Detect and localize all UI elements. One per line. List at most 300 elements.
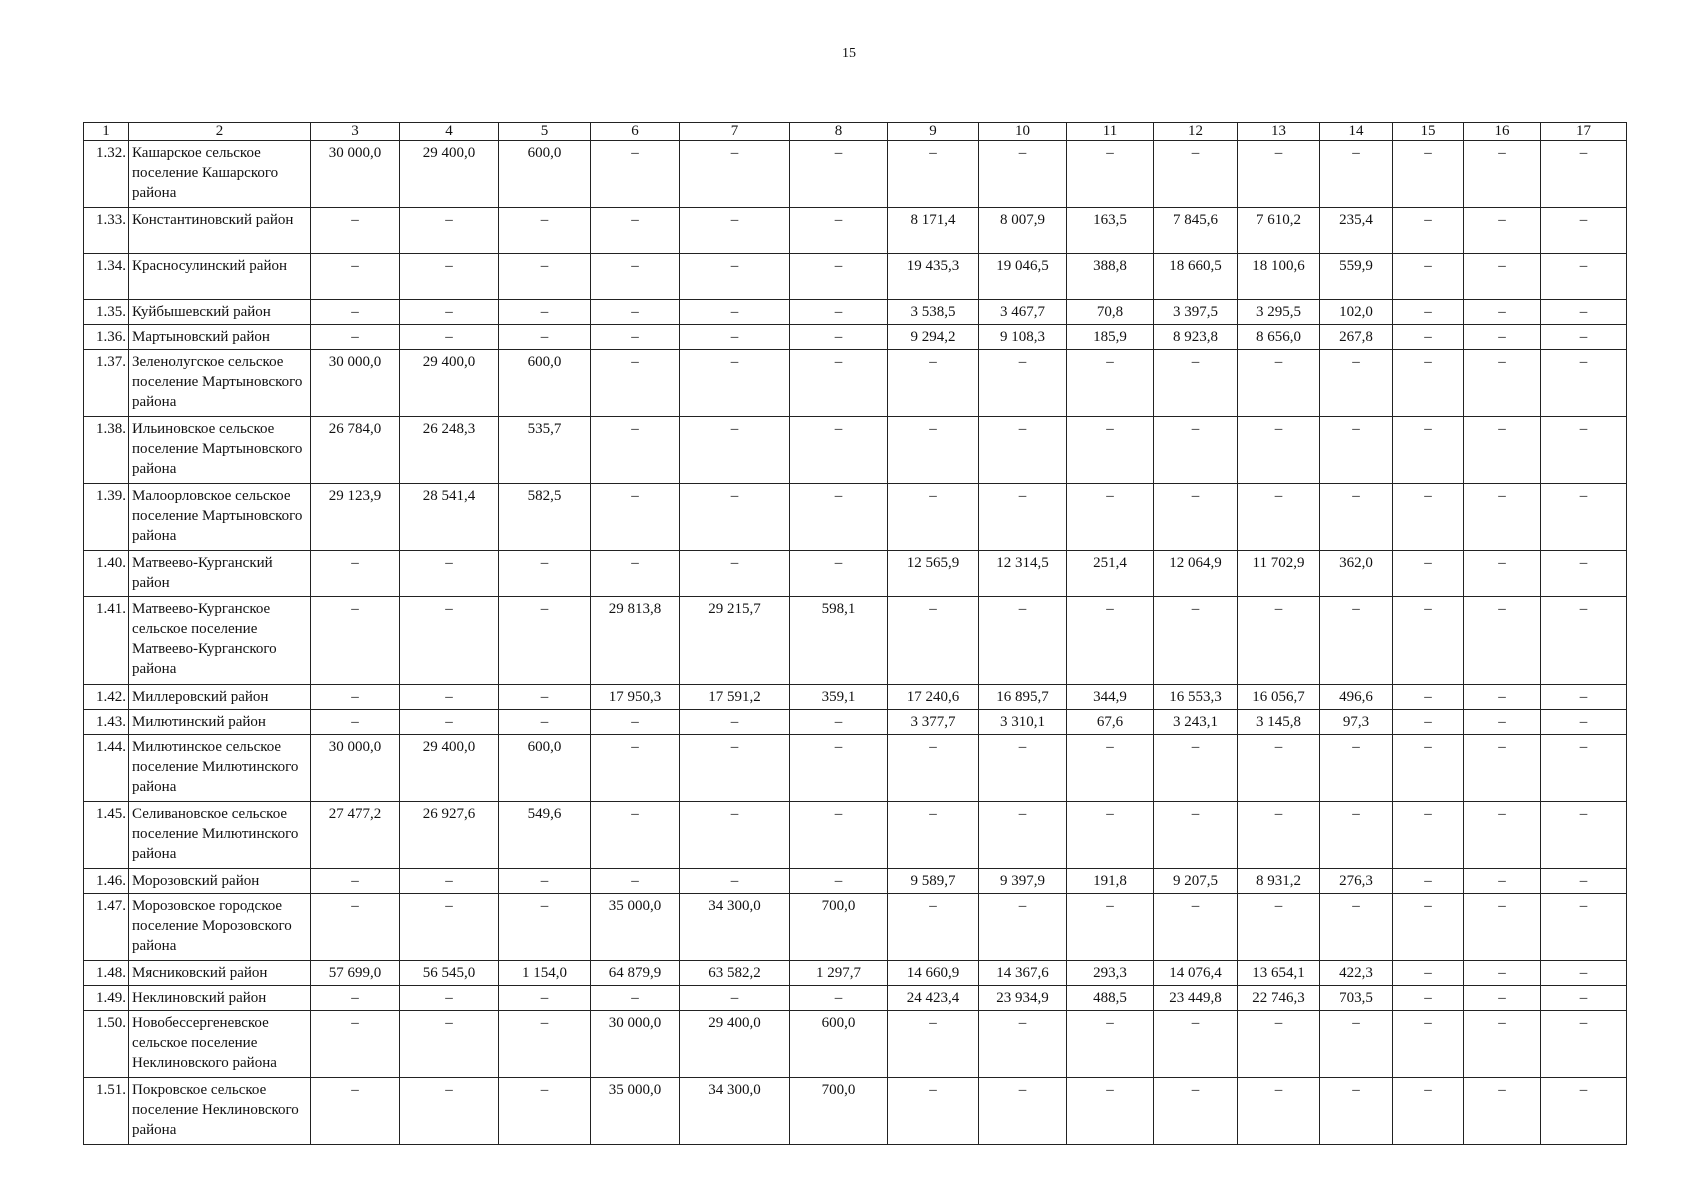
row-number: 1.33.: [84, 208, 129, 254]
table-cell: 29 215,7: [680, 597, 790, 685]
table-cell: 8 931,2: [1238, 869, 1320, 894]
table-cell: –: [400, 710, 499, 735]
row-name: Красносулинский район: [129, 254, 311, 300]
table-row: [84, 417, 1627, 484]
table-cell: 700,0: [790, 1078, 888, 1145]
table-cell: –: [680, 710, 790, 735]
table-cell: –: [1541, 1011, 1627, 1078]
table-cell: 19 435,3: [888, 254, 979, 300]
table-cell: 16 056,7: [1238, 685, 1320, 710]
table-cell: –: [1464, 894, 1541, 961]
table-cell: –: [1541, 417, 1627, 484]
row-number: 1.32.: [84, 141, 129, 208]
table-cell: –: [1393, 685, 1464, 710]
row-name: Милютинский район: [129, 710, 311, 735]
table-cell: –: [1238, 802, 1320, 869]
table-cell: –: [311, 1078, 400, 1145]
table-cell: 251,4: [1067, 551, 1154, 597]
table-cell: –: [1541, 208, 1627, 254]
column-header: 9: [888, 123, 979, 141]
table-cell: –: [311, 300, 400, 325]
table-cell: 293,3: [1067, 961, 1154, 986]
table-cell: –: [1320, 141, 1393, 208]
row-name: Новобессергеневское сельское поселение Неклиновского района: [129, 1011, 311, 1078]
table-cell: 9 397,9: [979, 869, 1067, 894]
table-cell: –: [311, 325, 400, 350]
table-row: [84, 141, 1627, 208]
table-cell: 18 660,5: [1154, 254, 1238, 300]
table-cell: –: [1238, 894, 1320, 961]
table-cell: –: [1067, 894, 1154, 961]
table-cell: 422,3: [1320, 961, 1393, 986]
row-name: Кашарское сельское поселение Кашарского района: [129, 141, 311, 208]
table-cell: –: [400, 986, 499, 1011]
table-cell: –: [1067, 1011, 1154, 1078]
table-cell: 600,0: [499, 141, 591, 208]
table-cell: 496,6: [1320, 685, 1393, 710]
table-cell: 30 000,0: [311, 350, 400, 417]
table-cell: –: [499, 325, 591, 350]
table-cell: 185,9: [1067, 325, 1154, 350]
table-cell: –: [979, 1011, 1067, 1078]
table-row: [84, 597, 1627, 685]
table-cell: –: [790, 484, 888, 551]
column-header: 12: [1154, 123, 1238, 141]
table-row: [84, 300, 1627, 325]
table-cell: –: [979, 597, 1067, 685]
table-cell: 8 656,0: [1238, 325, 1320, 350]
table-cell: 600,0: [499, 350, 591, 417]
table-cell: 600,0: [499, 735, 591, 802]
table-cell: –: [1464, 1011, 1541, 1078]
table-cell: –: [1541, 350, 1627, 417]
table-cell: –: [1393, 1011, 1464, 1078]
row-name: Мартыновский район: [129, 325, 311, 350]
table-cell: –: [1464, 254, 1541, 300]
table-row: [84, 254, 1627, 300]
table-cell: –: [499, 869, 591, 894]
table-cell: 163,5: [1067, 208, 1154, 254]
table-cell: 29 400,0: [400, 350, 499, 417]
row-name: Малоорловское сельское поселение Мартыновского района: [129, 484, 311, 551]
table-cell: –: [1393, 208, 1464, 254]
table-cell: –: [888, 141, 979, 208]
column-header: 8: [790, 123, 888, 141]
table-cell: –: [888, 1011, 979, 1078]
table-cell: –: [591, 141, 680, 208]
row-name: Селивановское сельское поселение Милютинского района: [129, 802, 311, 869]
table-cell: 97,3: [1320, 710, 1393, 735]
column-header: 6: [591, 123, 680, 141]
table-cell: –: [979, 802, 1067, 869]
table-cell: –: [1154, 1078, 1238, 1145]
table-cell: –: [1393, 141, 1464, 208]
table-cell: –: [1393, 710, 1464, 735]
table-cell: –: [1541, 869, 1627, 894]
table-cell: 8 923,8: [1154, 325, 1238, 350]
table-cell: –: [1320, 1011, 1393, 1078]
table-cell: –: [1067, 597, 1154, 685]
row-number: 1.47.: [84, 894, 129, 961]
table-cell: –: [591, 417, 680, 484]
table-cell: –: [1238, 141, 1320, 208]
table-cell: –: [1238, 484, 1320, 551]
row-name: Ильиновское сельское поселение Мартыновского района: [129, 417, 311, 484]
table-cell: 24 423,4: [888, 986, 979, 1011]
table-cell: –: [1393, 325, 1464, 350]
table-cell: –: [1541, 710, 1627, 735]
row-name: Мясниковский район: [129, 961, 311, 986]
row-number: 1.48.: [84, 961, 129, 986]
table-cell: –: [1541, 986, 1627, 1011]
table-cell: –: [1238, 417, 1320, 484]
table-row: [84, 208, 1627, 254]
table-cell: –: [311, 710, 400, 735]
table-cell: –: [591, 986, 680, 1011]
table-cell: –: [591, 710, 680, 735]
table-cell: 56 545,0: [400, 961, 499, 986]
table-cell: –: [1464, 597, 1541, 685]
table-cell: 3 377,7: [888, 710, 979, 735]
table-row: [84, 484, 1627, 551]
table-cell: 9 589,7: [888, 869, 979, 894]
table-cell: –: [1464, 1078, 1541, 1145]
table-cell: 57 699,0: [311, 961, 400, 986]
table-cell: 26 784,0: [311, 417, 400, 484]
table-cell: –: [680, 735, 790, 802]
table-row: [84, 894, 1627, 961]
table-cell: –: [888, 1078, 979, 1145]
table-cell: –: [1393, 894, 1464, 961]
table-cell: –: [1541, 551, 1627, 597]
table-cell: 12 064,9: [1154, 551, 1238, 597]
table-cell: 700,0: [790, 894, 888, 961]
table-cell: 29 123,9: [311, 484, 400, 551]
table-cell: 549,6: [499, 802, 591, 869]
table-cell: 388,8: [1067, 254, 1154, 300]
table-cell: –: [1393, 350, 1464, 417]
row-number: 1.46.: [84, 869, 129, 894]
table-cell: 191,8: [1067, 869, 1154, 894]
table-cell: 19 046,5: [979, 254, 1067, 300]
column-header: 14: [1320, 123, 1393, 141]
row-number: 1.49.: [84, 986, 129, 1011]
table-cell: –: [1393, 300, 1464, 325]
row-name: Зеленолугское сельское поселение Мартыновского района: [129, 350, 311, 417]
table-row: [84, 735, 1627, 802]
table-cell: 34 300,0: [680, 1078, 790, 1145]
table-cell: –: [1238, 1011, 1320, 1078]
table-cell: –: [979, 894, 1067, 961]
table-cell: –: [1154, 1011, 1238, 1078]
table-cell: –: [400, 325, 499, 350]
table-cell: 16 553,3: [1154, 685, 1238, 710]
table-cell: –: [1464, 551, 1541, 597]
table-cell: 70,8: [1067, 300, 1154, 325]
row-number: 1.43.: [84, 710, 129, 735]
table-cell: –: [1393, 961, 1464, 986]
table-cell: –: [499, 1011, 591, 1078]
table-cell: –: [1154, 141, 1238, 208]
row-number: 1.39.: [84, 484, 129, 551]
table-cell: 582,5: [499, 484, 591, 551]
row-name: Куйбышевский район: [129, 300, 311, 325]
table-cell: –: [1393, 484, 1464, 551]
table-cell: –: [1154, 597, 1238, 685]
column-header: 15: [1393, 123, 1464, 141]
table-cell: –: [680, 325, 790, 350]
table-cell: –: [979, 484, 1067, 551]
table-cell: –: [680, 254, 790, 300]
table-cell: –: [979, 350, 1067, 417]
table-cell: –: [1320, 894, 1393, 961]
table-cell: 29 400,0: [400, 141, 499, 208]
column-header: 16: [1464, 123, 1541, 141]
row-number: 1.35.: [84, 300, 129, 325]
table-cell: –: [591, 551, 680, 597]
table-cell: –: [591, 325, 680, 350]
table-cell: –: [591, 802, 680, 869]
table-cell: 344,9: [1067, 685, 1154, 710]
row-number: 1.40.: [84, 551, 129, 597]
table-cell: –: [400, 208, 499, 254]
table-cell: –: [1067, 735, 1154, 802]
row-name: Миллеровский район: [129, 685, 311, 710]
table-row: [84, 961, 1627, 986]
table-cell: 559,9: [1320, 254, 1393, 300]
table-cell: –: [1238, 1078, 1320, 1145]
table-cell: –: [311, 869, 400, 894]
table-cell: –: [1464, 735, 1541, 802]
row-name: Матвеево-Курганский район: [129, 551, 311, 597]
table-cell: 8 171,4: [888, 208, 979, 254]
table-cell: –: [1238, 350, 1320, 417]
table-cell: 276,3: [1320, 869, 1393, 894]
table-cell: –: [1464, 685, 1541, 710]
table-cell: 22 746,3: [1238, 986, 1320, 1011]
table-cell: –: [311, 551, 400, 597]
table-cell: 18 100,6: [1238, 254, 1320, 300]
table-cell: –: [400, 300, 499, 325]
table-cell: –: [888, 735, 979, 802]
table-cell: –: [1238, 597, 1320, 685]
table-cell: –: [591, 300, 680, 325]
table-cell: –: [1393, 1078, 1464, 1145]
table-cell: –: [400, 254, 499, 300]
table-cell: 30 000,0: [591, 1011, 680, 1078]
table-cell: –: [1238, 735, 1320, 802]
table-cell: 3 295,5: [1238, 300, 1320, 325]
table-cell: –: [400, 551, 499, 597]
table-cell: –: [680, 484, 790, 551]
page-number: 15: [842, 46, 856, 61]
table-cell: –: [400, 597, 499, 685]
row-number: 1.50.: [84, 1011, 129, 1078]
row-number: 1.42.: [84, 685, 129, 710]
table-cell: –: [400, 894, 499, 961]
row-number: 1.41.: [84, 597, 129, 685]
table-cell: 29 400,0: [680, 1011, 790, 1078]
table-cell: –: [1541, 961, 1627, 986]
table-cell: 34 300,0: [680, 894, 790, 961]
table-cell: –: [1393, 597, 1464, 685]
table-cell: 362,0: [1320, 551, 1393, 597]
table-cell: 9 294,2: [888, 325, 979, 350]
table-cell: 27 477,2: [311, 802, 400, 869]
table-cell: –: [1393, 986, 1464, 1011]
table-row: [84, 1078, 1627, 1145]
table-cell: 23 934,9: [979, 986, 1067, 1011]
column-header: 7: [680, 123, 790, 141]
table-cell: 26 248,3: [400, 417, 499, 484]
table-cell: –: [1067, 417, 1154, 484]
table-cell: 13 654,1: [1238, 961, 1320, 986]
table-cell: –: [790, 325, 888, 350]
row-number: 1.38.: [84, 417, 129, 484]
table-cell: –: [499, 254, 591, 300]
table-cell: –: [1541, 1078, 1627, 1145]
table-cell: –: [680, 300, 790, 325]
row-name: Морозовский район: [129, 869, 311, 894]
table-cell: –: [311, 208, 400, 254]
table-cell: 598,1: [790, 597, 888, 685]
table-cell: 29 400,0: [400, 735, 499, 802]
table-cell: –: [311, 597, 400, 685]
table-cell: 64 879,9: [591, 961, 680, 986]
table-cell: –: [1067, 802, 1154, 869]
table-cell: –: [499, 710, 591, 735]
table-cell: –: [1393, 802, 1464, 869]
column-header: 3: [311, 123, 400, 141]
table-cell: –: [888, 484, 979, 551]
table-cell: 14 660,9: [888, 961, 979, 986]
table-cell: –: [1464, 325, 1541, 350]
table-cell: 235,4: [1320, 208, 1393, 254]
table-cell: –: [1154, 735, 1238, 802]
table-cell: –: [311, 986, 400, 1011]
table-cell: –: [790, 735, 888, 802]
table-cell: –: [979, 417, 1067, 484]
column-header: 4: [400, 123, 499, 141]
table-cell: –: [680, 802, 790, 869]
table-cell: –: [1067, 1078, 1154, 1145]
table-cell: –: [1067, 141, 1154, 208]
table-cell: 267,8: [1320, 325, 1393, 350]
table-cell: 35 000,0: [591, 1078, 680, 1145]
table-cell: –: [400, 1011, 499, 1078]
table-cell: –: [1393, 254, 1464, 300]
row-number: 1.51.: [84, 1078, 129, 1145]
table-cell: 9 108,3: [979, 325, 1067, 350]
table-cell: 17 950,3: [591, 685, 680, 710]
table-cell: –: [790, 350, 888, 417]
table-cell: –: [591, 208, 680, 254]
table-cell: –: [1541, 685, 1627, 710]
table-cell: –: [680, 869, 790, 894]
table-row: [84, 1011, 1627, 1078]
table-cell: –: [790, 300, 888, 325]
row-number: 1.36.: [84, 325, 129, 350]
column-header: 1: [84, 123, 129, 141]
table-cell: –: [1320, 735, 1393, 802]
table-cell: –: [1541, 300, 1627, 325]
table-cell: 9 207,5: [1154, 869, 1238, 894]
table-cell: 23 449,8: [1154, 986, 1238, 1011]
row-number: 1.37.: [84, 350, 129, 417]
table-cell: 12 565,9: [888, 551, 979, 597]
table-cell: 1 154,0: [499, 961, 591, 986]
table-cell: –: [311, 894, 400, 961]
table-cell: 63 582,2: [680, 961, 790, 986]
column-header: 17: [1541, 123, 1627, 141]
table-cell: –: [1541, 894, 1627, 961]
row-name: Константиновский район: [129, 208, 311, 254]
row-number: 1.44.: [84, 735, 129, 802]
table-cell: 7 610,2: [1238, 208, 1320, 254]
budget-table: [83, 122, 1627, 1145]
table-cell: –: [1067, 350, 1154, 417]
table-cell: –: [1154, 417, 1238, 484]
table-cell: –: [499, 300, 591, 325]
table-cell: –: [1464, 417, 1541, 484]
table-cell: 600,0: [790, 1011, 888, 1078]
table-cell: –: [499, 685, 591, 710]
table-cell: –: [1320, 597, 1393, 685]
table-cell: –: [1464, 141, 1541, 208]
table-row: [84, 350, 1627, 417]
table-cell: –: [1464, 208, 1541, 254]
table-cell: –: [1464, 961, 1541, 986]
table-cell: –: [1320, 802, 1393, 869]
table-cell: –: [680, 350, 790, 417]
table-cell: –: [1464, 802, 1541, 869]
table-cell: –: [1464, 300, 1541, 325]
table-cell: –: [888, 350, 979, 417]
row-name: Матвеево-Курганское сельское поселение Матвеево-Курганского района: [129, 597, 311, 685]
table-cell: –: [591, 254, 680, 300]
table-cell: –: [888, 597, 979, 685]
row-name: Милютинское сельское поселение Милютинского района: [129, 735, 311, 802]
table-row: [84, 551, 1627, 597]
row-name: Неклиновский район: [129, 986, 311, 1011]
table-cell: 29 813,8: [591, 597, 680, 685]
table-cell: 359,1: [790, 685, 888, 710]
table-cell: 7 845,6: [1154, 208, 1238, 254]
table-cell: –: [591, 869, 680, 894]
table-cell: –: [680, 986, 790, 1011]
table-cell: 102,0: [1320, 300, 1393, 325]
table-cell: –: [400, 869, 499, 894]
table-cell: –: [790, 254, 888, 300]
table-cell: 30 000,0: [311, 141, 400, 208]
table-row: [84, 710, 1627, 735]
table-cell: 16 895,7: [979, 685, 1067, 710]
table-cell: 14 367,6: [979, 961, 1067, 986]
table-cell: –: [591, 484, 680, 551]
table-cell: –: [499, 208, 591, 254]
table-cell: 28 541,4: [400, 484, 499, 551]
table-cell: –: [1464, 350, 1541, 417]
table-cell: –: [591, 735, 680, 802]
table-cell: –: [499, 986, 591, 1011]
table-cell: –: [979, 141, 1067, 208]
table-cell: –: [790, 710, 888, 735]
table-cell: –: [311, 685, 400, 710]
table-cell: 17 591,2: [680, 685, 790, 710]
table-cell: –: [499, 894, 591, 961]
table-cell: –: [1393, 869, 1464, 894]
table-cell: –: [790, 986, 888, 1011]
